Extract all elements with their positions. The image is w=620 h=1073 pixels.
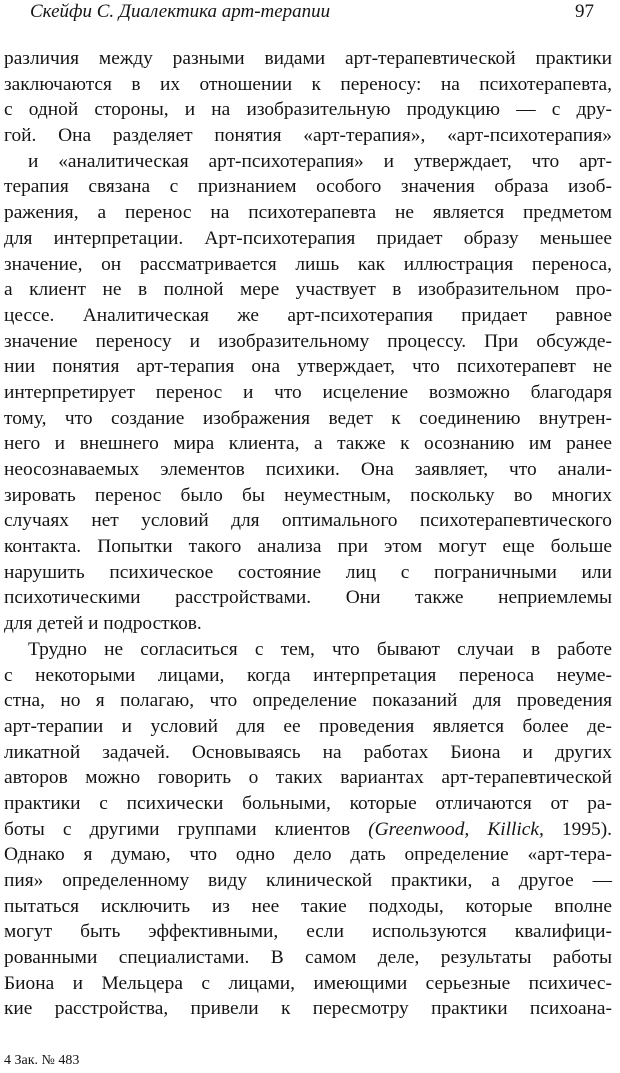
body-text [4,46,612,1022]
text-line: нарушить психическое состояние лиц с пограничными или [4,561,612,583]
citation-year: 1995). [561,818,613,840]
text-line: авторов можно говорить о таких вариантах арт-терапевтической [4,767,612,789]
text-line: пытаться исключить из нее такие подходы, которые вполне [4,895,612,917]
text-line: значение переносу и изобразительному процессу. При обсужде- [4,330,612,352]
text-line: для детей и подростков. [4,613,202,635]
text-line: рованными специалистами. В самом деле, результаты работы [4,947,612,969]
text-line: интерпретирует перенос и что исцеление возможно благодаря [4,381,612,403]
text-line: терапия связана с признанием особого значения образа изоб- [4,176,612,198]
text-line: практики с психически больными, которые отличаются от ра- [4,792,612,814]
printer-signature: 4 Зак. № 483 [4,1053,80,1068]
text-line: заключаются в их отношении к переносу: на психотерапевта, [4,73,612,95]
text-line: Трудно не согласиться с тем, что бывают случаи в работе [28,638,612,660]
text-fragment: боты с другими группами клиентов [4,818,351,840]
text-line: различия между разными видами арт-терапевтической практики [4,48,612,69]
running-title: Скейфи С. Диалектика арт-терапии [30,1,331,22]
text-line: Однако я думаю, что одно дело дать определение «арт-тера- [4,844,612,866]
text-line: ражения, а перенос на психотерапевта не является предметом [4,202,612,224]
text-line: неосознаваемых элементов психики. Она заявляет, что анали- [4,459,612,480]
text-line: кие расстройства, привели к пересмотру практики психоана- [4,998,612,1020]
running-header [30,0,606,28]
text-line: могут быть эффективными, если используются квалифици- [4,921,612,943]
text-line [4,817,612,843]
text-line: ликатной задачей. Основываясь на работах Биона и других [4,741,612,763]
text-line: него и внешнего мира клиента, а также к осознанию им ранее [4,433,612,455]
text-line: арт-терапии и условий для ее проведения является более де- [4,715,612,737]
text-line: тому, что создание изображения ведет к соединению внутрен- [4,407,612,429]
text-line: значение, он рассматривается лишь как иллюстрация переноса, [4,253,612,275]
text-fragment: Она разделяет понятия «арт-терапия», «арт-психотерапия» [58,125,612,147]
citation-authors: (Greenwood, Killick, [368,818,544,840]
text-line: гой. Она разделяет понятия «арт-терапия», «арт-психотерапия» [4,125,612,147]
text-line: Биона и Мельцера с лицами, имеющими серьезные психичес- [4,972,612,994]
text-line: для интерпретации. Арт-психотерапия придает образу меньшее [4,227,612,249]
text-line: нии понятия арт-терапия она утверждает, что психотерапевт не [4,356,612,378]
text-line: стна, но я полагаю, что определение показаний для проведения [4,690,612,712]
text-line: психотическими расстройствами. Они также неприемлемы [4,587,612,609]
text-line: контакта. Попытки такого анализа при этом могут еще больше [4,536,612,558]
page-number: 97 [575,1,594,22]
text-line: пия» определенному виду клинической практики, а другое — [4,870,612,891]
text-line: и «аналитическая арт-психотерапия» и утверждает, что арт- [28,150,612,172]
text-line: случаях нет условий для оптимального психотерапевтического [4,510,612,532]
text-line: а клиент не в полной мере участвует в изобразительном про- [4,279,612,301]
text-line: с одной стороны, и на изобразительную продукцию — с дру- [4,99,612,121]
text-line: с некоторыми лицами, когда интерпретация переноса неуме- [4,664,612,686]
text-line: цессе. Аналитическая же арт-психотерапия придает равное [4,304,612,326]
text-line: зировать перенос было бы неуместным, поскольку во многих [4,484,612,506]
